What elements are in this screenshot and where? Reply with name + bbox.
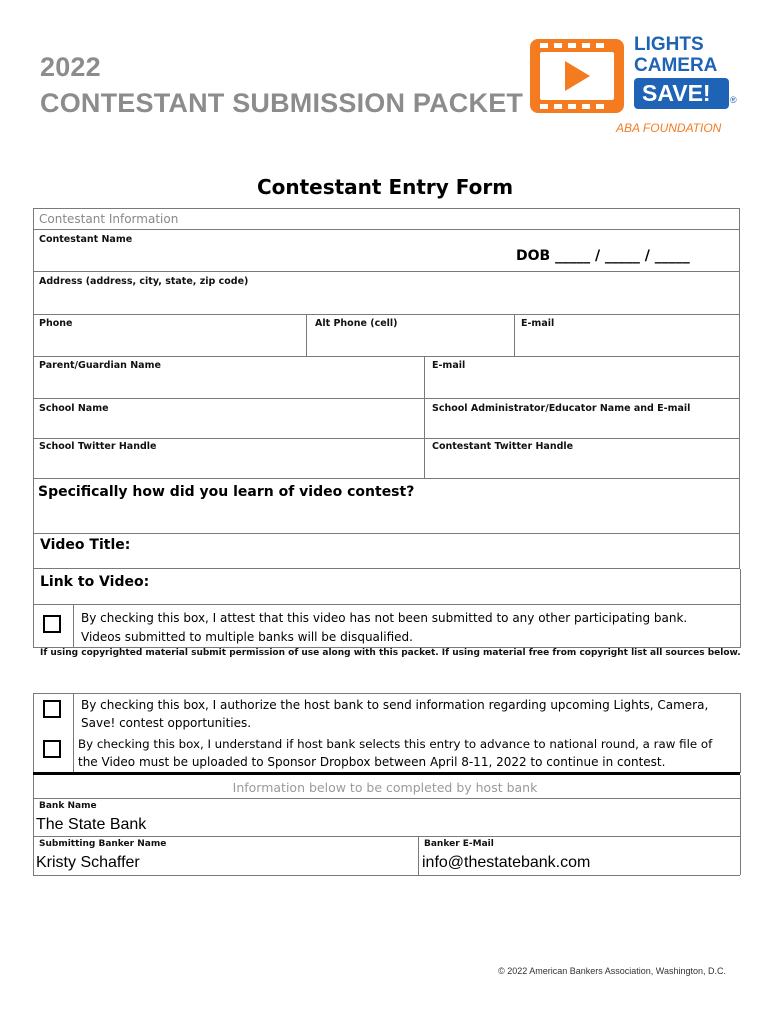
alt-phone-field[interactable] [308, 330, 512, 354]
phone-label: Phone [39, 318, 73, 329]
logo-save-text: SAVE! [642, 80, 711, 106]
contestant-twitter-field[interactable] [426, 454, 738, 476]
copyright-note: If using copyrighted material submit permission of use along with this packet. If using material free from copyright list all sources below. [40, 648, 741, 658]
link-to-video-label: Link to Video: [40, 574, 150, 590]
school-name-label: School Name [39, 403, 109, 414]
section-divider [33, 772, 740, 775]
learn-question: Specifically how did you learn of video contest? [38, 484, 415, 500]
school-admin-label: School Administrator/Educator Name and E-mail [432, 403, 691, 414]
banker-name-value[interactable]: Kristy Schaffer [36, 854, 140, 871]
authorize-text-line2: Save! contest opportunities. [81, 716, 252, 730]
school-twitter-label: School Twitter Handle [39, 441, 157, 452]
raw-file-text-line1: By checking this box, I understand if host bank selects this entry to advance to national round, a raw file of [78, 737, 713, 751]
parent-name-label: Parent/Guardian Name [39, 360, 161, 371]
email-field[interactable] [516, 330, 738, 354]
logo-org: ABA FOUNDATION [616, 121, 722, 135]
logo-camera: CAMERA [634, 55, 718, 76]
contestant-twitter-label: Contestant Twitter Handle [432, 441, 574, 452]
dob-field[interactable]: DOB _____ / _____ / _____ [516, 248, 690, 264]
attest-text-line2: Videos submitted to multiple banks will be disqualified. [81, 630, 413, 644]
school-name-field[interactable] [34, 415, 422, 437]
address-field[interactable] [34, 290, 739, 312]
registered-mark: ® [730, 95, 737, 105]
authorize-checkbox[interactable] [43, 700, 61, 718]
contestant-name-field[interactable] [34, 246, 504, 268]
alt-phone-label: Alt Phone (cell) [315, 318, 398, 329]
bank-name-value[interactable]: The State Bank [36, 816, 147, 833]
authorize-text-line1: By checking this box, I authorize the host bank to send information regarding upcoming Lights, Camera, [81, 698, 709, 712]
school-admin-field[interactable] [426, 415, 738, 437]
raw-file-checkbox[interactable] [43, 740, 61, 758]
sources-field[interactable] [34, 662, 739, 692]
parent-email-field[interactable] [426, 372, 738, 396]
bank-name-label: Bank Name [39, 801, 97, 811]
link-to-video-field[interactable] [150, 571, 738, 601]
logo [528, 33, 738, 138]
attest-text-line1: By checking this box, I attest that this video has not been submitted to any other participating bank. [81, 611, 688, 625]
banker-email-label: Banker E-Mail [424, 839, 494, 849]
header-year: 2022 [40, 52, 101, 82]
header-title: CONTESTANT SUBMISSION PACKET [40, 88, 524, 118]
logo-save [634, 78, 729, 109]
banker-email-value[interactable]: info@thestatebank.com [422, 854, 591, 871]
attest-checkbox[interactable] [43, 615, 61, 633]
host-bank-title: Information below to be completed by host bank [232, 780, 538, 795]
form-title: Contestant Entry Form [256, 175, 514, 199]
phone-field[interactable] [34, 330, 304, 354]
banker-name-label: Submitting Banker Name [39, 839, 167, 849]
contestant-name-label: Contestant Name [39, 234, 133, 245]
learn-field[interactable] [34, 505, 739, 531]
section-title-contestant: Contestant Information [39, 212, 179, 226]
footer-copyright: © 2022 American Bankers Association, Washington, D.C. [498, 966, 726, 976]
video-title-label: Video Title: [40, 537, 131, 553]
logo-lights: LIGHTS [634, 34, 704, 55]
video-title-field[interactable] [140, 536, 736, 566]
parent-name-field[interactable] [34, 372, 422, 396]
raw-file-text-line2: the Video must be uploaded to Sponsor Dropbox between April 8-11, 2022 to continue in contest. [78, 755, 666, 769]
address-label: Address (address, city, state, zip code) [39, 276, 249, 287]
school-twitter-field[interactable] [34, 454, 422, 476]
email-label: E-mail [521, 318, 555, 329]
parent-email-label: E-mail [432, 360, 466, 371]
play-film-icon [528, 37, 626, 115]
